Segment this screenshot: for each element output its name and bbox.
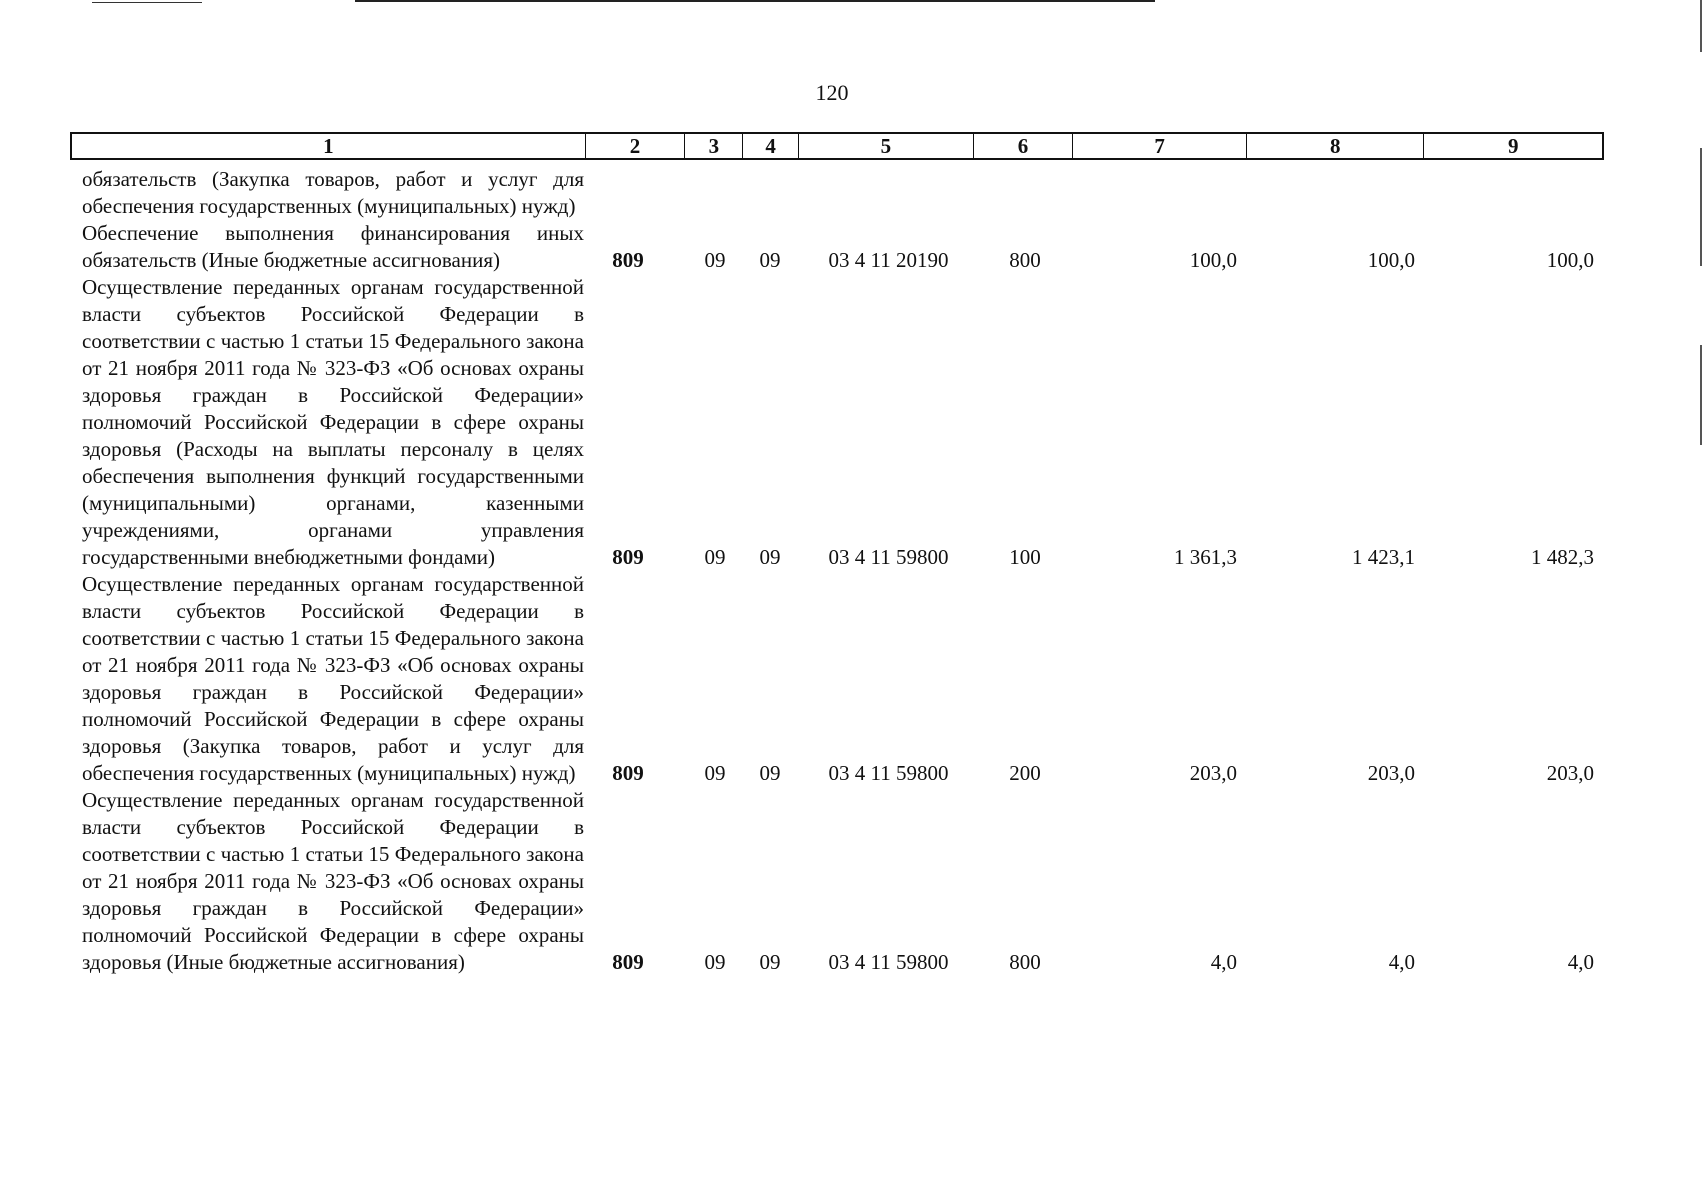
row-description (70, 166, 584, 220)
cell-amount-3: 100,0 (1546, 248, 1594, 272)
cell-amount-2: 4,0 (1388, 950, 1415, 974)
cell-ministry: 809 (612, 761, 644, 785)
table-row-continuation (70, 166, 1604, 220)
cell-target-code: 03 4 11 59800 (828, 545, 949, 569)
cell-amount-2: 1 423,1 (1352, 545, 1415, 569)
cell-amount-3: 1 482,3 (1531, 545, 1594, 569)
column-header-6: 6 (973, 134, 1073, 158)
row-description (70, 571, 584, 787)
cell-section: 09 (704, 545, 726, 569)
scan-line-top-left (92, 2, 202, 3)
cell-ministry: 809 (612, 545, 644, 569)
cell-amount-3: 203,0 (1546, 761, 1594, 785)
cell-expense-type: 800 (1009, 248, 1041, 272)
cell-subsection: 09 (759, 761, 781, 785)
cell-amount-2: 100,0 (1367, 248, 1415, 272)
scan-edge-right-1 (1700, 0, 1702, 52)
table-header-row (70, 132, 1604, 160)
row-description (70, 220, 584, 274)
cell-subsection: 09 (759, 950, 781, 974)
column-header-7: 7 (1072, 134, 1246, 158)
cell-ministry: 809 (612, 248, 644, 272)
budget-table (70, 132, 1604, 976)
cell-section: 09 (704, 761, 726, 785)
description-text: Обеспечение выполнения финансирования иных обязательств (Иные бюджетные ассигнования) (82, 221, 584, 272)
scan-edge-right-3 (1700, 345, 1702, 445)
column-header-4: 4 (742, 134, 798, 158)
column-header-8: 8 (1246, 134, 1424, 158)
table-row (70, 787, 1604, 976)
cell-amount-1: 4,0 (1210, 950, 1237, 974)
row-description (70, 787, 584, 976)
description-text: Осуществление переданных органам государственной власти субъектов Российской Федерации в соответствии с частью 1 статьи 15 Федерального закона от 21 ноября 2011 года № 323-ФЗ «Об основах охраны здоровья граждан в Российской Федерации» полномочий Российской Федерации в сфере охраны здоровья (Расходы на выплаты персоналу в целях обеспечения выполнения функций государственными (муниципальными) органами, казенными учреждениями, органами управления государственными внебюджетными фондами) (82, 275, 584, 569)
table-body (70, 160, 1604, 976)
description-text: Осуществление переданных органам государственной власти субъектов Российской Федерации в соответствии с частью 1 статьи 15 Федерального закона от 21 ноября 2011 года № 323-ФЗ «Об основах охраны здоровья граждан в Российской Федерации» полномочий Российской Федерации в сфере охраны здоровья (Иные бюджетные ассигнования) (82, 788, 584, 974)
column-header-2: 2 (585, 134, 685, 158)
cell-amount-2: 203,0 (1367, 761, 1415, 785)
cell-section: 09 (704, 950, 726, 974)
table-row (70, 274, 1604, 571)
table-row (70, 220, 1604, 274)
cell-subsection: 09 (759, 248, 781, 272)
cell-target-code: 03 4 11 20190 (828, 248, 949, 272)
cell-expense-type: 800 (1009, 950, 1041, 974)
table-row (70, 571, 1604, 787)
description-text: обязательств (Закупка товаров, работ и услуг для обеспечения государственных (муниципальных) нужд) (82, 167, 584, 218)
cell-target-code: 03 4 11 59800 (828, 950, 949, 974)
description-text: Осуществление переданных органам государственной власти субъектов Российской Федерации в соответствии с частью 1 статьи 15 Федерального закона от 21 ноября 2011 года № 323-ФЗ «Об основах охраны здоровья граждан в Российской Федерации» полномочий Российской Федерации в сфере охраны здоровья (Закупка товаров, работ и услуг для обеспечения государственных (муниципальных) нужд) (82, 572, 584, 785)
cell-subsection: 09 (759, 545, 781, 569)
cell-amount-1: 203,0 (1189, 761, 1237, 785)
cell-amount-1: 100,0 (1189, 248, 1237, 272)
cell-ministry: 809 (612, 950, 644, 974)
column-header-9: 9 (1423, 134, 1602, 158)
cell-section: 09 (704, 248, 726, 272)
cell-expense-type: 200 (1009, 761, 1041, 785)
cell-expense-type: 100 (1009, 545, 1041, 569)
column-header-1: 1 (323, 134, 334, 158)
cell-amount-3: 4,0 (1567, 950, 1594, 974)
row-description (70, 274, 584, 571)
cell-target-code: 03 4 11 59800 (828, 761, 949, 785)
cell-amount-1: 1 361,3 (1174, 545, 1237, 569)
column-header-3: 3 (684, 134, 742, 158)
scan-edge-right-2 (1700, 148, 1702, 266)
page-number: 120 (815, 80, 849, 105)
scan-line-top-center (355, 0, 1155, 2)
column-header-5: 5 (798, 134, 973, 158)
